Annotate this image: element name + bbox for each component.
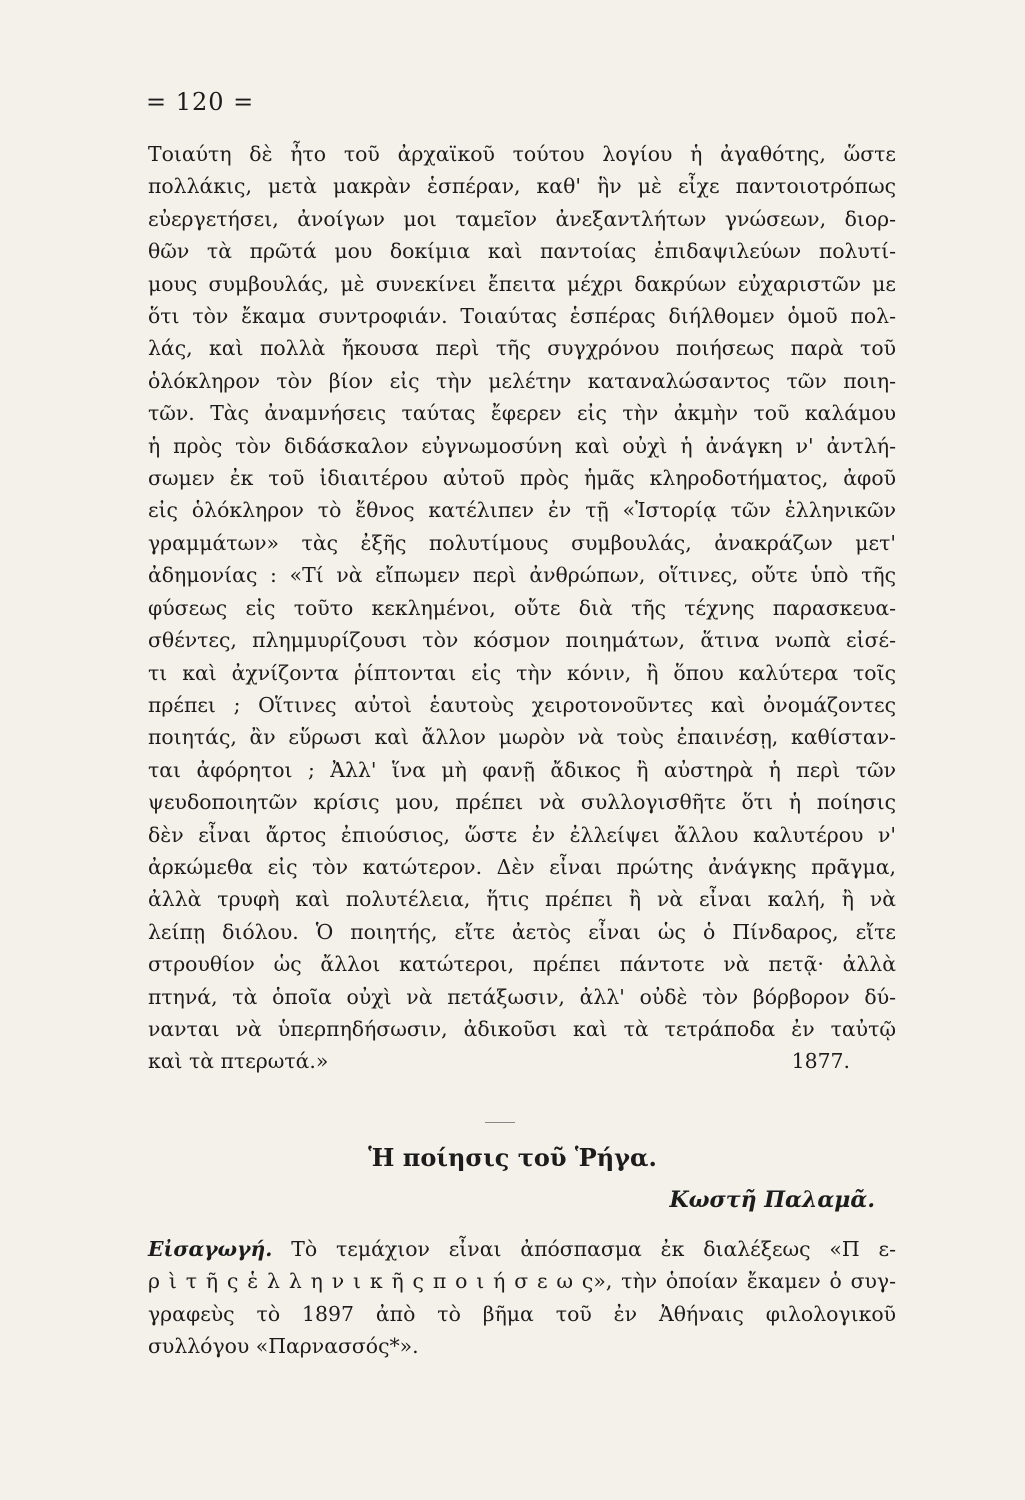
text-line: σθέντες, πλημμυρίζουσι τὸν κόσμον ποιημάτων, ἅτινα νωπὰ εἰσέ- — [148, 628, 896, 653]
text-line: εἰς ὁλόκληρον τὸ ἔθνος κατέλιπεν ἐν τῇ «Ἱστορίᾳ τῶν ἑλληνικῶν — [148, 498, 896, 523]
text-line: συλλόγου «Παρνασσός*». — [148, 1334, 419, 1359]
text-line: νανται νὰ ὑπερπηδήσωσιν, ἀδικοῦσι καὶ τὰ τετράποδα ἐν ταὐτῷ — [148, 1016, 896, 1041]
text-line: καὶ τὰ πτερωτά.» — [148, 1049, 329, 1074]
text-line: ὁλόκληρον τὸν βίον εἰς τὴν μελέτην καταναλώσαντος τῶν ποιη- — [148, 368, 896, 393]
text-line — [148, 1233, 896, 1265]
text-line: ψευδοποιητῶν κρίσις μου, πρέπει νὰ συλλογισθῆτε ὅτι ἡ ποίησις — [148, 790, 896, 815]
main-text — [148, 138, 896, 1078]
text-line: γραφεὺς τὸ 1897 ἀπὸ τὸ βῆμα τοῦ ἐν Ἀθήναις φιλολογικοῦ — [148, 1301, 896, 1326]
text-line: πολλάκις, μετὰ μακρὰν ἑσπέραν, καθ' ἣν μὲ εἶχε παντοιοτρόπως — [148, 174, 896, 199]
text-line: λείπῃ διόλου. Ὁ ποιητής, εἴτε ἀετὸς εἶναι ὡς ὁ Πίνδαρος, εἴτε — [148, 919, 896, 944]
text-line: ὅτι τὸν ἔκαμα συντροφιάν. Τοιαύτας ἑσπέρας διήλθομεν ὁμοῦ πολ- — [148, 304, 896, 329]
text-line: ποιητάς, ἂν εὕρωσι καὶ ἄλλον μωρὸν νὰ τοὺς ἐπαινέσῃ, καθίσταν- — [148, 725, 896, 750]
section-divider — [485, 1122, 515, 1123]
text-line: μους συμβουλάς, μὲ συνεκίνει ἔπειτα μέχρι δακρύων εὐχαριστῶν με — [148, 271, 896, 296]
text-line: λάς, καὶ πολλὰ ἤκουσα περὶ τῆς συγχρόνου ποιήσεως παρὰ τοῦ — [148, 336, 896, 361]
text-line: ρ ὶ τ ῆ ς ἑ λ λ η ν ι κ ῆ ς π ο ι ή σ ε ω ς», τὴν ὁποίαν ἔκαμεν ὁ συγ- — [148, 1269, 896, 1294]
closing-line — [148, 1045, 896, 1077]
text-line: ἀλλὰ τρυφὴ καὶ πολυτέλεια, ἥτις πρέπει ἢ νὰ εἶναι καλή, ἢ νὰ — [148, 887, 896, 912]
text-line: ται ἀφόρητοι ; Ἀλλ' ἵνα μὴ φανῇ ἄδικος ἢ αὐστηρὰ ἡ περὶ τῶν — [148, 757, 896, 782]
text-line: ἀδημονίας : «Τί νὰ εἴπωμεν περὶ ἀνθρώπων, οἵτινες, οὔτε ὑπὸ τῆς — [148, 563, 896, 588]
date-year: 1877. — [791, 1049, 850, 1074]
text-line: πτηνά, τὰ ὁποῖα οὐχὶ νὰ πετάξωσιν, ἀλλ' οὐδὲ τὸν βόρβορον δύ- — [148, 984, 896, 1009]
text-line: δὲν εἶναι ἄρτος ἐπιούσιος, ὥστε ἐν ἐλλείψει ἄλλου καλυτέρου ν' — [148, 822, 896, 847]
section-author: Κωστῆ Παλαμᾶ. — [669, 1187, 875, 1213]
page-number: = 120 = — [146, 88, 255, 116]
text-line: γραμμάτων» τὰς ἐξῆς πολυτίμους συμβουλάς, ἀνακράζων μετ' — [148, 530, 896, 555]
text-line: θῶν τὰ πρῶτά μου δοκίμια καὶ παντοίας ἐπιδαψιλεύων πολυτί- — [148, 239, 896, 264]
text-line: Τοιαύτη δὲ ἦτο τοῦ ἀρχαϊκοῦ τούτου λογίου ἡ ἀγαθότης, ὥστε — [148, 142, 896, 166]
intro-paragraph — [148, 1233, 896, 1363]
text-line: πρέπει ; Οἵτινες αὐτοὶ ἑαυτοὺς χειροτονοῦντες καὶ ὀνομάζοντες — [148, 692, 896, 717]
text-line: τῶν. Τὰς ἀναμνήσεις ταύτας ἔφερεν εἰς τὴν ἀκμὴν τοῦ καλάμου — [148, 401, 896, 426]
text-line: ἀρκώμεθα εἰς τὸν κατώτερον. Δὲν εἶναι πρώτης ἀνάγκης πρᾶγμα, — [148, 854, 896, 879]
text-line: σωμεν ἐκ τοῦ ἰδιαιτέρου αὐτοῦ πρὸς ἡμᾶς κληροδοτήματος, ἀφοῦ — [148, 466, 896, 491]
intro-text: Τὸ τεμάχιον εἶναι ἀπόσπασμα ἐκ διαλέξεως «Π ε- — [272, 1237, 896, 1261]
text-line: φύσεως εἰς τοῦτο κεκλημένοι, οὔτε διὰ τῆς τέχνης παρασκευα- — [148, 595, 896, 620]
section-heading: Ἡ ποίησις τοῦ Ῥήγα. — [368, 1143, 657, 1172]
text-line: στρουθίον ὡς ἄλλοι κατώτεροι, πρέπει πάντοτε νὰ πετᾷ· ἀλλὰ — [148, 952, 896, 977]
intro-label: Εἰσαγωγή. — [148, 1237, 273, 1261]
text-line: τι καὶ ἀχνίζοντα ῥίπτονται εἰς τὴν κόνιν, ἢ ὅπου καλύτερα τοῖς — [148, 660, 896, 685]
text-line: ἡ πρὸς τὸν διδάσκαλον εὐγνωμοσύνη καὶ οὐχὶ ἡ ἀνάγκη ν' ἀντλή- — [148, 433, 896, 458]
text-line: εὐεργετήσει, ἀνοίγων μοι ταμεῖον ἀνεξαντλήτων γνώσεων, διορ- — [148, 206, 896, 231]
